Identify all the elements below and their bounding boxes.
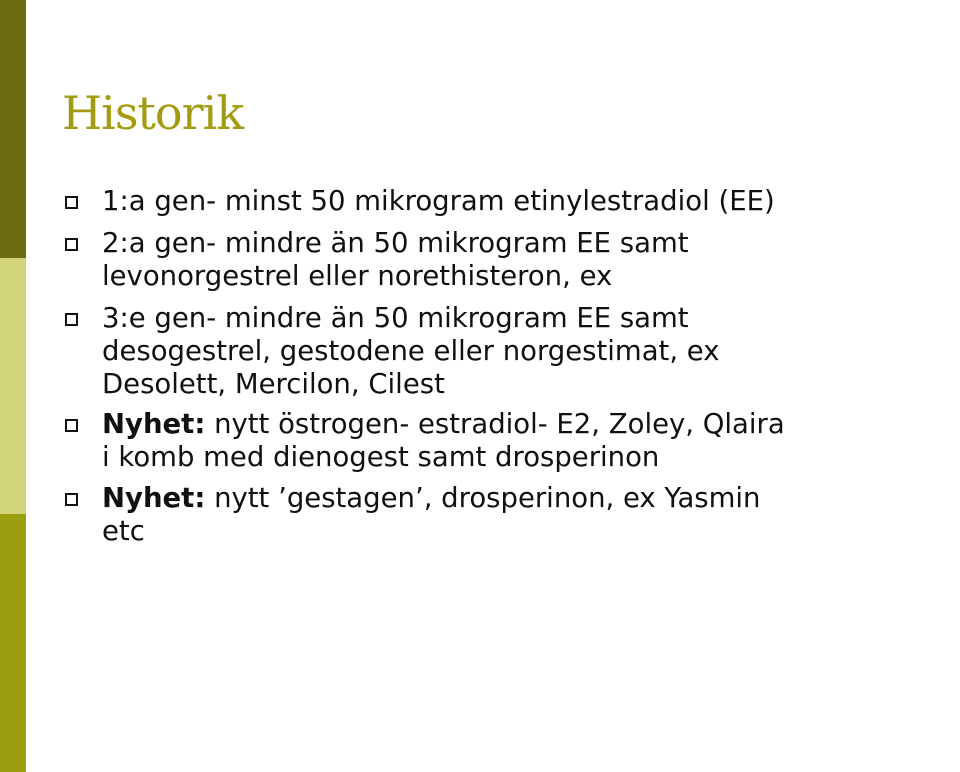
bullet-text: Desolett, Mercilon, Cilest	[102, 368, 445, 400]
bullet-text: levonorgestrel eller norethisteron, ex	[102, 260, 613, 292]
hollow-square-icon	[65, 196, 78, 209]
bullet-text: 2:a gen- mindre än 50 mikrogram EE samt	[102, 227, 689, 259]
slide-title: Historik	[62, 86, 244, 140]
side-bar-top-segment	[0, 0, 26, 258]
hollow-square-icon	[65, 419, 78, 432]
bullet-text: nytt östrogen- estradiol- E2, Zoley, Qlaira	[205, 408, 785, 440]
bullet-line	[102, 335, 960, 368]
bullet-line	[102, 441, 960, 474]
hollow-square-icon	[65, 238, 78, 251]
bullet-line	[102, 227, 960, 260]
bullet-text: nytt ’gestagen’, drosperinon, ex Yasmin	[205, 482, 761, 514]
bullet-text: 1:a gen- minst 50 mikrogram etinylestradiol (EE)	[102, 185, 775, 217]
bullet-text: etc	[102, 515, 145, 547]
bullet-item	[102, 482, 960, 548]
bullet-line	[102, 482, 960, 515]
hollow-square-icon	[65, 313, 78, 326]
side-bar-bottom-segment	[0, 514, 26, 772]
hollow-square-icon	[65, 493, 78, 506]
bullet-text: 3:e gen- mindre än 50 mikrogram EE samt	[102, 302, 689, 334]
bullet-emphasis: Nyhet:	[102, 482, 206, 514]
bullet-item	[102, 302, 960, 401]
bullet-line	[102, 260, 960, 293]
side-accent-bar	[0, 0, 26, 772]
bullet-line	[102, 515, 960, 548]
bullet-item	[102, 408, 960, 474]
bullet-text: i komb med dienogest samt drosperinon	[102, 441, 660, 473]
bullet-text: desogestrel, gestodene eller norgestimat, ex	[102, 335, 720, 367]
bullet-item	[102, 185, 960, 218]
bullet-line	[102, 185, 960, 218]
bullet-line	[102, 302, 960, 335]
bullet-item	[102, 227, 960, 293]
bullet-emphasis: Nyhet:	[102, 408, 206, 440]
side-bar-middle-segment	[0, 258, 26, 514]
bullet-line	[102, 408, 960, 441]
bullet-line	[102, 368, 960, 401]
